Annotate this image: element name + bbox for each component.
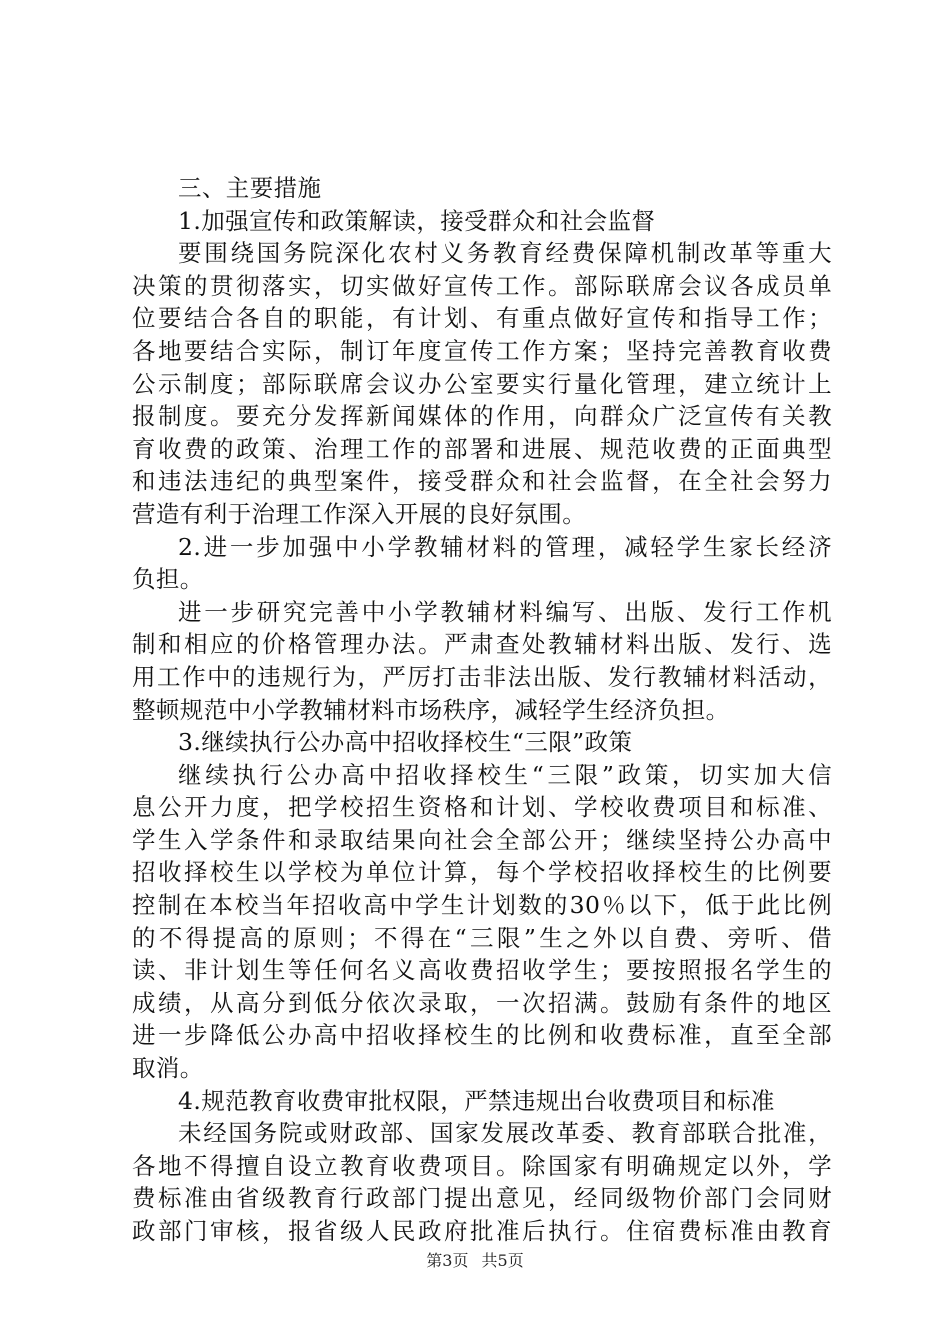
text-line: 报制度。要充分发挥新闻媒体的作用，向群众广泛宣传有关教 — [132, 402, 832, 431]
text-line: 招收择校生以学校为单位计算，每个学校招收择校生的比例要 — [132, 858, 832, 887]
text-line: 和违法违纪的典型案件，接受群众和社会监督，在全社会努力 — [132, 467, 832, 496]
text-line: 制和相应的价格管理办法。严肃查处教辅材料出版、发行、选 — [132, 630, 832, 659]
text-line: 进一步研究完善中小学教辅材料编写、出版、发行工作机 — [178, 597, 832, 626]
document-body — [132, 172, 832, 1248]
text-line: 负担。 — [132, 565, 204, 594]
text-line: 用工作中的违规行为，严厉打击非法出版、发行教辅材料活动， — [132, 662, 832, 691]
text-line: 1.加强宣传和政策解读，接受群众和社会监督 — [178, 206, 656, 235]
text-line: 各地要结合实际，制订年度宣传工作方案；坚持完善教育收费 — [132, 336, 832, 365]
text-line: 决策的贯彻落实，切实做好宣传工作。部际联席会议各成员单 — [132, 271, 832, 300]
text-line: 公示制度；部际联席会议办公室要实行量化管理，建立统计上 — [132, 369, 832, 398]
text-line: 学生入学条件和录取结果向社会全部公开；继续坚持公办高中 — [132, 825, 832, 854]
text-line: 进一步降低公办高中招收择校生的比例和收费标准，直至全部 — [132, 1021, 832, 1050]
text-line: 的不得提高的原则；不得在“三限”生之外以自费、旁听、借 — [132, 923, 832, 952]
text-line: 继续执行公办高中招收择校生“三限”政策，切实加大信 — [178, 760, 832, 789]
text-line: 费标准由省级教育行政部门提出意见，经同级物价部门会同财 — [132, 1184, 832, 1213]
text-line: 育收费的政策、治理工作的部署和进展、规范收费的正面典型 — [132, 434, 832, 463]
text-line: 息公开力度，把学校招生资格和计划、学校收费项目和标准、 — [132, 793, 832, 822]
text-line: 控制在本校当年招收高中学生计划数的30％以下，低于此比例 — [132, 891, 832, 920]
text-line: 要围绕国务院深化农村义务教育经费保障机制改革等重大 — [178, 239, 832, 268]
text-line: 整顿规范中小学教辅材料市场秩序，减轻学生经济负担。 — [132, 695, 730, 724]
text-line: 未经国务院或财政部、国家发展改革委、教育部联合批准， — [178, 1119, 832, 1148]
text-line: 三、主要措施 — [178, 174, 322, 202]
text-line: 位要结合各自的职能，有计划、有重点做好宣传和指导工作； — [132, 304, 832, 333]
text-line: 营造有利于治理工作深入开展的良好氛围。 — [132, 499, 587, 528]
text-line: 2.进一步加强中小学教辅材料的管理，减轻学生家长经济 — [178, 532, 832, 561]
text-line: 读、非计划生等任何名义高收费招收学生；要按照报名学生的 — [132, 956, 832, 985]
text-line: 4.规范教育收费审批权限，严禁违规出台收费项目和标准 — [178, 1086, 775, 1115]
text-line: 各地不得擅自设立教育收费项目。除国家有明确规定以外，学 — [132, 1151, 832, 1180]
text-line: 政部门审核，报省级人民政府批准后执行。住宿费标准由教育 — [132, 1217, 832, 1245]
text-line: 取消。 — [132, 1054, 204, 1083]
text-line: 成绩，从高分到低分依次录取，一次招满。鼓励有条件的地区 — [132, 988, 832, 1017]
page-number: 第3页 — [426, 1251, 469, 1270]
page-total: 共5页 — [481, 1251, 524, 1270]
page-footer — [0, 1248, 950, 1271]
text-line: 3.继续执行公办高中招收择校生“三限”政策 — [178, 728, 633, 757]
